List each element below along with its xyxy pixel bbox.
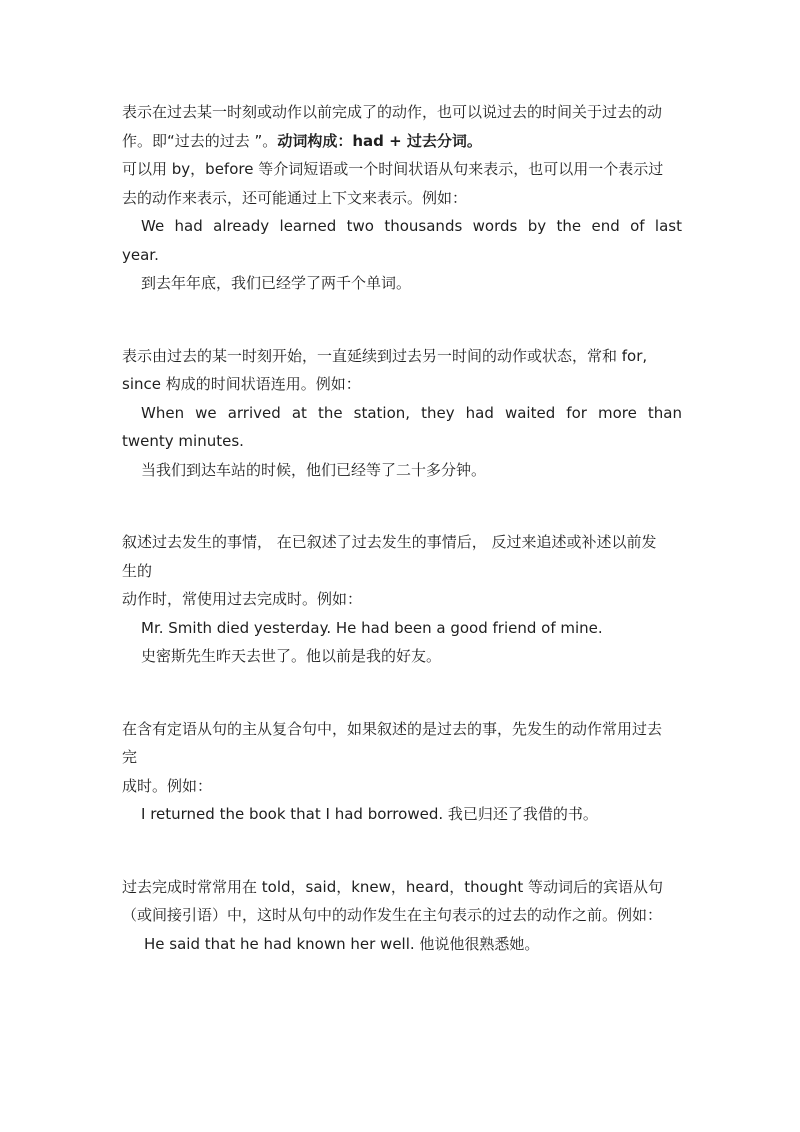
example-sentence: I returned the book that I had borrowed. 我已归还了我借的书。: [141, 805, 598, 823]
example-english: When we arrived at the station, they had waited for more than: [141, 403, 682, 422]
paragraph-line: 可以用 by，before 等介词短语或一个时间状语从句来表示，也可以用一个表示过: [122, 160, 664, 178]
example-english: Mr. Smith died yesterday. He had been a good friend of mine.: [141, 618, 603, 637]
section-reported-speech: [122, 873, 682, 959]
paragraph-line: 表示在过去某一时刻或动作以前完成了的动作，也可以说过去的时间关于过去的动: [122, 103, 663, 121]
bold-formula: 动词构成：had + 过去分词。: [277, 131, 482, 150]
paragraph-line: 在含有定语从句的主从复合句中，如果叙述的是过去的事，先发生的动作常用过去: [122, 719, 663, 738]
example-chinese: 史密斯先生昨天去世了。他以前是我的好友。: [141, 647, 442, 665]
paragraph-line: 表示由过去的某一时刻开始，一直延续到过去另一时间的动作或状态，常和 for,: [122, 346, 648, 365]
example-english: twenty minutes.: [122, 432, 244, 450]
paragraph-line: since 构成的时间状语连用。例如：: [122, 375, 361, 393]
example-english: We had already learned two thousands words by the end of last: [141, 217, 682, 235]
example-chinese: 到去年年底，我们已经学了两千个单词。: [141, 274, 412, 292]
example-chinese: 当我们到达车站的时候，他们已经等了二十多分钟。: [141, 460, 487, 479]
paragraph-line: 完: [122, 748, 138, 766]
section-definition: [122, 98, 682, 298]
paragraph-line: 叙述过去发生的事情， 在已叙述了过去发生的事情后， 反过来追述或补述以前发: [122, 533, 657, 551]
paragraph-line: （或间接引语）中，这时从句中的动作发生在主句表示的过去的动作之前。例如：: [122, 906, 663, 924]
paragraph-line: 生的: [122, 561, 153, 580]
section-gap: [122, 671, 682, 715]
example-sentence: He said that he had known her well. 他说他很熟悉她。: [144, 934, 540, 953]
section-narration: [122, 528, 682, 671]
paragraph-line: 动作时，常使用过去完成时。例如：: [122, 590, 363, 608]
paragraph-line: 过去完成时常常用在 told，said，knew，heard，thought 等动词后的宾语从句: [122, 877, 664, 896]
section-gap: [122, 484, 682, 528]
paragraph-line: 去的动作来表示，还可能通过上下文来表示。例如：: [122, 188, 468, 207]
section-gap: [122, 298, 682, 342]
paragraph-line: 成时。例如：: [122, 776, 213, 795]
document-page: [122, 98, 682, 958]
section-duration: [122, 342, 682, 485]
section-relative-clause: [122, 715, 682, 829]
example-english: year.: [122, 245, 159, 264]
section-gap: [122, 829, 682, 873]
paragraph-line: [122, 127, 682, 156]
paragraph-text: 作。即“过去的过去 ”。: [122, 131, 278, 150]
